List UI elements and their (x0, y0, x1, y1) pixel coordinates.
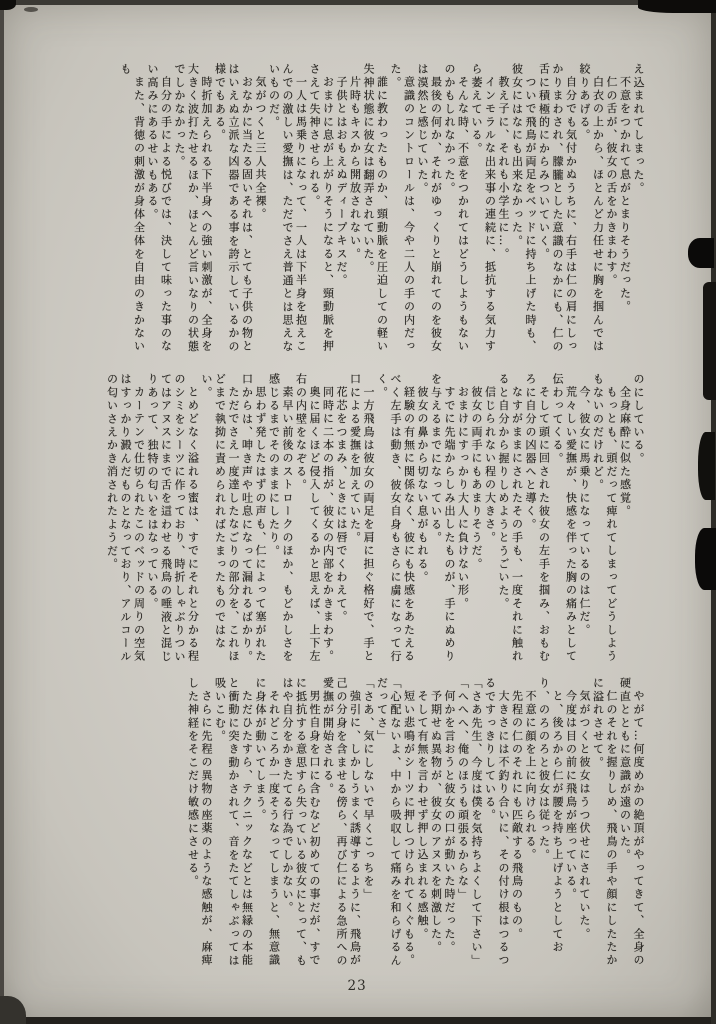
paragraph: 気がつくと彼女はうつ伏せにされていた。 (578, 690, 591, 941)
paragraph: すでに先端からしみ出したものが、手にぬめりを与えるまでになっている。 (429, 373, 456, 664)
scanned-page (4, 5, 711, 1017)
paragraph: なすがままにされたその手も、一度それに触れると自分から握りしめようとうごいた。 (497, 373, 524, 664)
paragraph: とめどなく溢れる蜜は、すでにそれと分かる程のシミをシーツに作っており、時折しゃぶりついてはアヌスにまで舌を這わせる飛鳥の唾液と混じりあって、独特の匂いをはなっている。 (146, 373, 200, 664)
paragraph: 一人は馬乗りになって、一人は下半身を抱えこんでの激しい愛撫は、ただでさえ普通とは思えないものだ。 (267, 63, 308, 354)
paragraph: 彼女の両手にもあまりそうだ。 (470, 386, 483, 571)
paragraph: 気がつくと三人共全裸。 (254, 76, 267, 222)
paragraph: 大きさには不釣り合いに、その付け根はつるつるですっきりしている。 (483, 677, 510, 968)
text-band-top (119, 63, 646, 365)
paragraph: 片時もキスから開放されない。 (348, 76, 362, 261)
paragraph: 意識のコントロールは、今や二人の手の内だった。 (389, 63, 416, 354)
scan-artifact-right-edge (711, 0, 716, 1024)
paragraph: また、背徳の刺激が身体全体を自由のきかないも (119, 63, 146, 354)
paragraph: 信じられない程の大きさ。 (483, 386, 497, 545)
paragraph: 最後の何か、それがゆっくりと崩れてのを彼女は漠然と感じていた。 (416, 63, 443, 354)
paragraph: カーテンで仕切られたこのベッドの周りの空気はすっかり澱んだものとなっており、アルコールの匂いさえかき消されたようだ。 (105, 373, 146, 664)
paragraph: おまけにすっかり大人に負けない形。 (456, 386, 470, 611)
paragraph: 花芯をつまみ、ときには唇でくわえて。 (335, 386, 348, 624)
paragraph: 子供とはおもえぬディープキスだ。 (335, 76, 348, 288)
paragraph: 不意をつかれて息がとまりそうだった。 (618, 76, 632, 314)
paragraph: 何かを言おうと彼女の口が動いた時だった。 (443, 690, 456, 955)
page-number: 23 (347, 978, 367, 994)
paragraph: 彼女の鼻から切ない息がもれる。 (416, 386, 429, 585)
paragraph: のにしている。 (632, 373, 645, 466)
paragraph: 「心配ないよ、中から吸収して痛みを和らげるんだってさ」 (375, 677, 402, 968)
paragraph: 経験の有無に関係なく、彼にも快感をあたえるべく左手は動き、彼女自身もさらに虜になって行く。 (375, 373, 416, 664)
paragraph: そして有無を言わせず押し込まれる感触。 (416, 690, 429, 941)
paragraph: 「さあ、気にしないで早くこっちを」 (362, 677, 375, 902)
paragraph: ただひたすら、テクニックなどとは無縁の本能と衝動に突き動かされて、音をたてしゃぶっては吸いこむ。 (213, 677, 254, 968)
paragraph: おまけに息が上がりそうになると、頸動脈を押さえて失神させられる。 (308, 63, 335, 354)
paragraph: やがて…何度めかの絶頂がやってきて、全身の硬直とともに意識が遠のいた。 (618, 677, 645, 968)
paragraph: 仁の舌が、彼女の舌をかきまわす。 (605, 76, 618, 288)
paragraph: 荒々しい愛撫が、快感を伴った胸の痛みとして伝わってくる。 (551, 373, 578, 664)
paragraph: 男性自身を口に含むなど初めての事だが、すでに抵抗する意思すら失っている彼女にとって、もはや自分をかきたてる行為でしかない。 (281, 677, 321, 968)
text-band-middle (105, 373, 645, 673)
paragraph: 自分でも気付かぬうちに、右手は仁の肩にしっかりまわされ、朦朧とした意識のなかにも、仁の舌に積極的にからみついていく。 (537, 63, 578, 354)
paragraph: 不意に顔を上に向けられる。 (524, 690, 537, 862)
paragraph: 短い悲鳴がシーツに押しつけられてくぐもる。 (402, 690, 416, 968)
paragraph: 同時に二本の指が、彼女の内部をかきまわす。 (321, 386, 335, 664)
paragraph: もっとも、頭だって痺れてしまってどうしようもないのだけれど。 (591, 373, 618, 664)
paragraph: え込まれてしまった。 (632, 63, 645, 195)
paragraph: ついで飛鳥が両足をベッドに持ち上げた時も、彼女にはなにも出来なかった。 (510, 63, 537, 354)
scan-artifact-bottom-edge (0, 1017, 716, 1024)
paragraph: 一方飛鳥は彼女の両足を肩に担ぐ格好で、手と口による愛撫を加えていた。 (348, 373, 375, 664)
paragraph: 時折加えられる下半身への強い刺激が、全身を大きく波打たせるほか、ほとんど言いなりの状態でしかなかった。 (173, 63, 213, 354)
paragraph: 今、彼女に馬乗りになっているのは仁だ。 (578, 386, 591, 637)
paragraph: 仁のそれを握りしめ、飛鳥の手や顔にしたたかに溢れさせて。 (591, 677, 618, 968)
paragraph: 今度は目の前に飛鳥が座っている。 (564, 690, 578, 902)
paragraph: 「へへへ、俺のほうも頑張るからな」 (456, 677, 470, 902)
paragraph: 白衣の上から、ほとんど力任せに胸を掴んでは絞りあげる。 (578, 63, 605, 354)
paragraph: 思わず発したはずの声も、仁によって塞がれた口からは、呻き声や吐息になって漏れるばかり。 (240, 373, 267, 664)
paragraph: さらに先程の異物の座薬のような感触が、麻痺した神経をそこだけ敏感にさせる。 (186, 677, 213, 968)
paragraph: 素早い前後のストロークのほか、もどかしさを感じるまでそのままにしたり。 (267, 373, 294, 664)
paragraph: 先程の仁のそれにも匹敵する飛鳥のもの。 (510, 690, 524, 941)
paragraph: 奥に届くほど侵入してくるかと思えば、上下左右の内壁をなぞる。 (294, 373, 321, 664)
paragraph: ただでさえ一度達したなごりの部分を、これほどまで執拗に責められればたまったものではない。 (200, 373, 240, 664)
paragraph: おなかに当たる固いそれは、とても子供の物とはいえぬ立派な凶器である事を誇示しているかの様でもある。 (213, 63, 254, 354)
paragraph: インモラルな出来事の連続に、抵抗する気力すら萎えている。 (470, 63, 497, 354)
paragraph: そして頭に回された彼女の左手を掴み、おもむろに自分の凶器へと導く。 (524, 373, 551, 664)
paragraph: 全身麻酔に似た感覚。 (618, 386, 632, 519)
paragraph: 誰に教わったものか、頸動脈を圧迫しての軽い失神状態に彼女は翻弄されていた。 (362, 63, 389, 354)
text-band-bottom (186, 677, 645, 972)
paragraph: それどころか一度そうなってしまうと、無意識に身体が動いてしまう。 (254, 677, 281, 968)
paragraph: 教え子に、それも小学生に…。 (497, 76, 510, 261)
paragraph: そんな時、不意をつかれてはどうしようもないのかもしれなかった。 (443, 63, 470, 354)
paragraph: 「さあ先生、今度は僕を気持ちよくして下さい」 (470, 677, 483, 968)
paragraph: 予期せぬ異物が、彼女のアヌスを刺激した。 (429, 690, 443, 955)
paragraph: と、後ろから仁が腰を持ち上げようとしており、のろのろと彼女は従った。 (537, 677, 564, 955)
paragraph: 自分の手による悦びでは、決して味った事のない高みにあるせいもある。 (146, 63, 173, 354)
paragraph: 強引に、しかしうまく誘導するように、飛鳥が己の分身を含ませる傍ら、再び仁による急所への愛撫が開始される。 (321, 677, 362, 968)
